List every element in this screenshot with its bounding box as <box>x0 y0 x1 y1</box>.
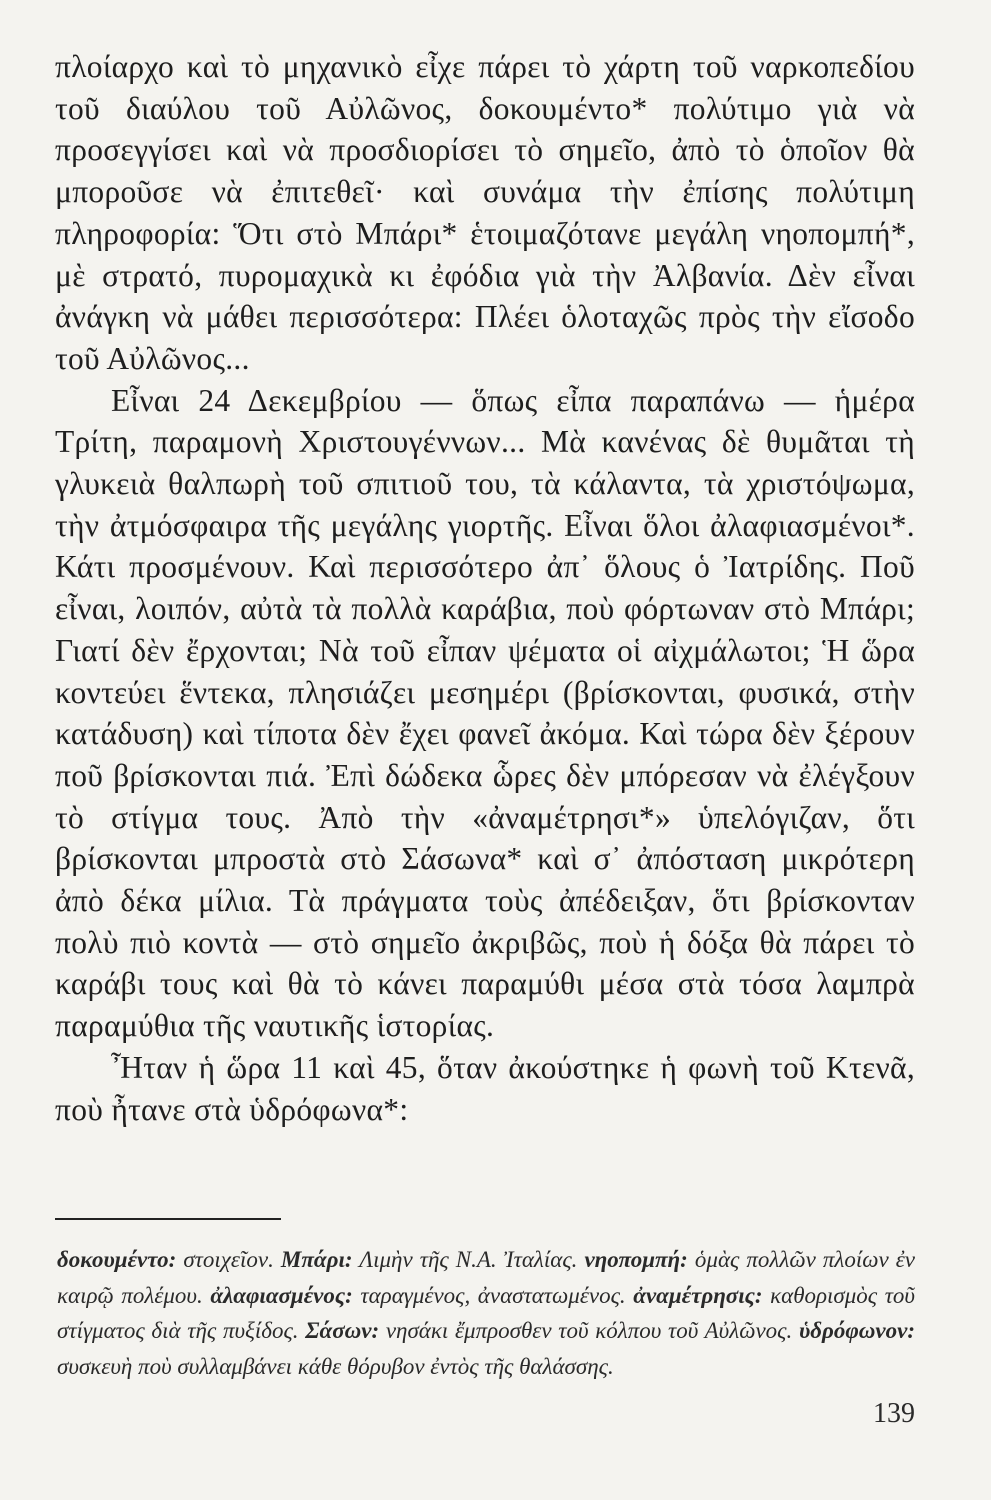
footnote-definition: Λιμὴν τῆς Ν.Α. Ἰταλίας. <box>359 1247 578 1272</box>
footnote-definition: στοιχεῖον. <box>183 1247 274 1272</box>
paragraph-2: Εἶναι 24 Δεκεμβρίου — ὅπως εἶπα παραπάνω — ἡμέρα Τρίτη, παραμονὴ Χριστουγέννων... Μὰ κανένας δὲ θυμᾶται τὴ γλυκειὰ θαλπωρὴ τοῦ σπιτιοῦ του, τὰ κάλαντα, τὰ χριστόψωμα, τὴν ἀτμόσφαιρα τῆς μεγάλης γιορτῆς. Εἶναι ὅλοι ἀλαφιασμένοι*. Κάτι προσμένουν. Καὶ περισσότερο ἀπ᾽ ὅλους ὁ Ἰατρίδης. Ποῦ εἶναι, λοιπόν, αὐτὰ τὰ πολλὰ καράβια, ποὺ φόρτωναν στὸ Μπάρι; Γιατί δὲν ἔρχονται; Νὰ τοῦ εἶπαν ψέματα οἱ αἰχμάλωτοι; Ἡ ὥρα κοντεύει ἕντεκα, πλησιάζει μεσημέρι (βρίσκονται, φυσικά, στὴν κατάδυση) καὶ τίποτα δὲν ἔχει φανεῖ ἀκόμα. Καὶ τώρα δὲν ξέρουν ποῦ βρίσκονται πιά. Ἐπὶ δώδεκα ὧρες δὲν μπόρεσαν νὰ ἐλέγξουν τὸ στίγμα τους. Ἀπὸ τὴν «ἀναμέτρησι*» ὑπελόγιζαν, ὅτι βρίσκονται μπροστὰ στὸ Σάσωνα* καὶ σ᾽ ἀπόσταση μικρότερη ἀπὸ δέκα μίλια. Τὰ πράγματα τοὺς ἀπέδειξαν, ὅτι βρίσκονταν πολὺ πιὸ κοντὰ — στὸ σημεῖο ἀκριβῶς, ποὺ ἡ δόξα θὰ πάρει τὸ καράβι τους καὶ θὰ τὸ κάνει παραμύθι μέσα στὰ τόσα λαμπρὰ παραμύθια τῆς ναυτικῆς ἱστορίας. <box>55 382 915 1044</box>
page-number: 139 <box>873 1398 915 1429</box>
footnote-term: Μπάρι: <box>280 1247 353 1272</box>
footnote-definition: ὁμὰς πολλῶν πλοίων ἐν καιρῷ πολέμου. <box>57 1247 916 1308</box>
footnote-definition: καθορισμὸς τοῦ στίγματος διὰ τῆς πυξίδος. <box>57 1282 915 1343</box>
book-page <box>55 46 915 1466</box>
footnote-term: ἀναμέτρησις: <box>633 1282 763 1308</box>
footnote-term: ὑδρόφωνον: <box>798 1318 915 1343</box>
footnote-definition: συσκευὴ ποὺ συλλαμβάνει κάθε θόρυβον ἐντὸς τῆς θαλάσσης. <box>57 1353 614 1379</box>
footnote-divider <box>55 1218 281 1220</box>
footnote-definition: νησάκι ἔμπροσθεν τοῦ κόλπου τοῦ Αὐλῶνος. <box>385 1318 793 1343</box>
footnote-term: ἀλαφιασμένος: <box>210 1282 353 1308</box>
paragraph-1: πλοίαρχο καὶ τὸ μηχανικὸ εἶχε πάρει τὸ χάρτη τοῦ ναρκοπεδίου τοῦ διαύλου τοῦ Αὐλῶνος, δοκουμέντο* πολύτιμο γιὰ νὰ προσεγγίσει καὶ νὰ προσδιορίσει τὸ σημεῖο, ἀπὸ τὸ ὁποῖον θὰ μποροῦσε νὰ ἐπιτεθεῖ· καὶ συνάμα τὴν ἐπίσης πολύτιμη πληροφορία: Ὅτι στὸ Μπάρι* ἑτοιμαζότανε μεγάλη νηοπομπή*, μὲ στρατό, πυρομαχικὰ κι ἐφόδια γιὰ τὴν Ἀλβανία. Δὲν εἶναι ἀνάγκη νὰ μάθει περισσότερα: Πλέει ὁλοταχῶς πρὸς τὴν εἴσοδο τοῦ Αὐλῶνος... <box>55 49 915 376</box>
footnotes <box>57 1242 915 1384</box>
footnote-term: νηοπομπή: <box>584 1247 688 1272</box>
paragraph-3: Ἦταν ἡ ὥρα 11 καὶ 45, ὅταν ἀκούστηκε ἡ φωνὴ τοῦ Κτενᾶ, ποὺ ἦτανε στὰ ὑδρόφωνα*: <box>55 1049 915 1127</box>
footnote-term: Σάσων: <box>305 1318 380 1343</box>
main-text <box>55 46 915 1130</box>
footnote-term: δοκουμέντο: <box>57 1247 177 1272</box>
footnote-definition: ταραγμένος, ἀναστατωμένος. <box>360 1282 626 1308</box>
